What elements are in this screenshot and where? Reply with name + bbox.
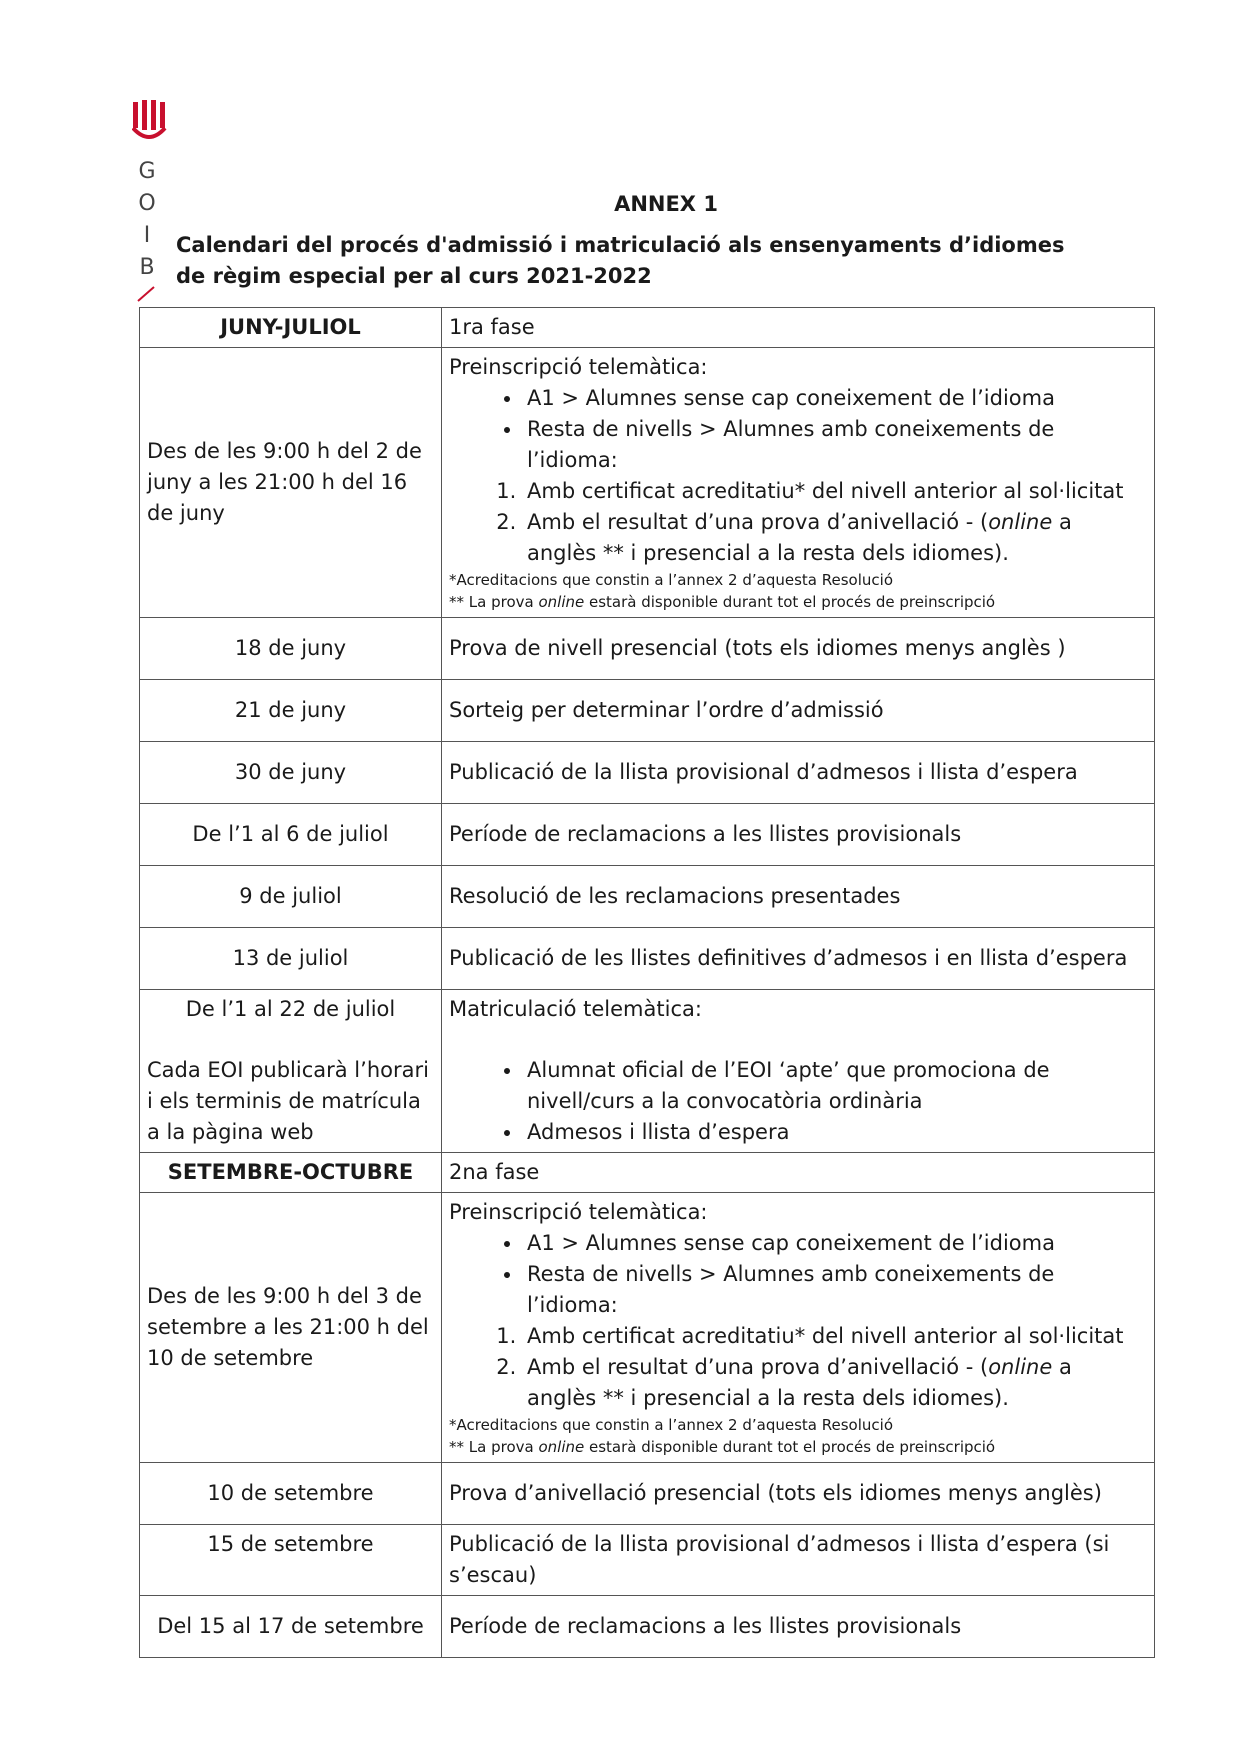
- description-cell: Període de reclamacions a les llistes provisionals: [442, 804, 1155, 866]
- date-cell: [140, 990, 442, 1153]
- numbered-list: [449, 1321, 1147, 1414]
- table-row: [140, 990, 1155, 1153]
- preinscription-heading: Preinscripció telemàtica:: [449, 355, 708, 379]
- list-item: • A1 > Alumnes sense cap coneixement de l’idioma: [523, 383, 1147, 414]
- footnotes: [449, 569, 1147, 613]
- table-row: [140, 928, 1155, 990]
- phase-label: JUNY-JULIOL: [140, 308, 442, 348]
- date-cell: Des de les 9:00 h del 3 de setembre a les 21:00 h del 10 de setembre: [140, 1193, 442, 1463]
- phase-name: 1ra fase: [442, 308, 1155, 348]
- goib-emblem-icon: [132, 100, 168, 142]
- date-cell: 21 de juny: [140, 680, 442, 742]
- matriculation-heading: Matriculació telemàtica:: [449, 997, 702, 1021]
- numbered-list: [449, 476, 1147, 569]
- description-cell: Prova d’anivellació presencial (tots els idiomes menys anglès): [442, 1463, 1155, 1525]
- text-run: Amb el resultat d’una prova d’anivellació - (: [527, 510, 989, 534]
- document-subtitle: Calendari del procés d'admissió i matriculació als ensenyaments d’idiomes de règim especial per al curs 2021-2022: [176, 233, 1065, 288]
- table-row: [140, 1463, 1155, 1525]
- spacer: [449, 1025, 1147, 1055]
- list-item: 1. Amb certificat acreditatiu* del nivell anterior al sol·licitat: [523, 1321, 1147, 1352]
- italic-text: online: [538, 1438, 585, 1456]
- list-item: • Resta de nivells > Alumnes amb coneixements de l’idioma:: [523, 1259, 1147, 1321]
- footnotes: [449, 1414, 1147, 1458]
- date-cell: 13 de juliol: [140, 928, 442, 990]
- title-block: [176, 192, 1076, 292]
- list-item: • A1 > Alumnes sense cap coneixement de l’idioma: [523, 1228, 1147, 1259]
- phase-name: 2na fase: [442, 1153, 1155, 1193]
- date-cell: 15 de setembre: [140, 1525, 442, 1596]
- text-run: a anglès ** i presencial a la resta dels idiomes).: [527, 510, 1072, 565]
- table-row: [140, 1596, 1155, 1658]
- italic-text: online: [988, 1355, 1053, 1379]
- date-cell: 9 de juliol: [140, 866, 442, 928]
- text-run: estarà disponible durant tot el procés de preinscripció: [584, 1438, 996, 1456]
- logo-letter: O: [138, 190, 156, 216]
- description-cell: [442, 348, 1155, 618]
- annex-title: ANNEX 1: [614, 192, 718, 216]
- date-cell: 18 de juny: [140, 618, 442, 680]
- date-cell: De l’1 al 6 de juliol: [140, 804, 442, 866]
- text-run: a anglès ** i presencial a la resta dels idiomes).: [527, 1355, 1072, 1410]
- table-row: [140, 804, 1155, 866]
- logo-letter: G: [138, 159, 156, 184]
- text-run: ** La prova: [449, 593, 539, 611]
- date-cell: Des de les 9:00 h del 2 de juny a les 21:00 h del 16 de juny: [140, 348, 442, 618]
- table-row: [140, 1525, 1155, 1596]
- description-cell: Resolució de les reclamacions presentades: [442, 866, 1155, 928]
- description-cell: [442, 1193, 1155, 1463]
- matriculation-date: De l’1 al 22 de juliol: [185, 997, 396, 1021]
- description-cell: Període de reclamacions a les llistes provisionals: [442, 1596, 1155, 1658]
- date-cell: Del 15 al 17 de setembre: [140, 1596, 442, 1658]
- text-run: Amb el resultat d’una prova d’anivellació - (: [527, 1355, 989, 1379]
- date-cell: 30 de juny: [140, 742, 442, 804]
- goib-logo: [132, 100, 172, 302]
- text-run: ** La prova: [449, 1438, 539, 1456]
- list-item: • Admesos i llista d’espera: [523, 1117, 1147, 1148]
- table-row: [140, 348, 1155, 618]
- description-cell: Prova de nivell presencial (tots els idiomes menys anglès ): [442, 618, 1155, 680]
- bullet-list: [449, 383, 1147, 476]
- bullet-list: [449, 1055, 1147, 1148]
- spacer: [147, 1025, 434, 1055]
- italic-text: online: [538, 593, 585, 611]
- calendar-table: [139, 307, 1155, 1658]
- table-row: [140, 680, 1155, 742]
- description-cell: [442, 990, 1155, 1153]
- preinscription-heading: Preinscripció telemàtica:: [449, 1200, 708, 1224]
- footnote-1: *Acreditacions que constin a l’annex 2 d’aquesta Resolució: [449, 1416, 894, 1434]
- list-item: [523, 1352, 1147, 1414]
- description-cell: Publicació de la llista provisional d’admesos i llista d’espera: [442, 742, 1155, 804]
- description-cell: Publicació de la llista provisional d’admesos i llista d’espera (si s’escau): [442, 1525, 1155, 1596]
- description-cell: Publicació de les llistes definitives d’admesos i en llista d’espera: [442, 928, 1155, 990]
- list-item: 1. Amb certificat acreditatiu* del nivell anterior al sol·licitat: [523, 476, 1147, 507]
- bullet-list: [449, 1228, 1147, 1321]
- list-item: [523, 507, 1147, 569]
- footnote-1: *Acreditacions que constin a l’annex 2 d’aquesta Resolució: [449, 571, 894, 589]
- table-row: [140, 618, 1155, 680]
- text-run: estarà disponible durant tot el procés de preinscripció: [584, 593, 996, 611]
- phase-row: [140, 1153, 1155, 1193]
- table-row: [140, 742, 1155, 804]
- date-cell: 10 de setembre: [140, 1463, 442, 1525]
- matriculation-note: Cada EOI publicarà l’horari i els terminis de matrícula a la pàgina web: [147, 1058, 429, 1144]
- table-row: [140, 866, 1155, 928]
- phase-label: SETEMBRE-OCTUBRE: [140, 1153, 442, 1193]
- table-row: [140, 1193, 1155, 1463]
- logo-slash-icon: [136, 286, 156, 302]
- list-item: • Resta de nivells > Alumnes amb coneixements de l’idioma:: [523, 414, 1147, 476]
- italic-text: online: [988, 510, 1053, 534]
- list-item: • Alumnat oficial de l’EOI ‘apte’ que promociona de nivell/curs a la convocatòria ordinària: [523, 1055, 1147, 1117]
- description-cell: Sorteig per determinar l’ordre d’admissió: [442, 680, 1155, 742]
- logo-letter: B: [139, 254, 155, 280]
- footnote-2: [449, 591, 1147, 613]
- phase-row: [140, 308, 1155, 348]
- goib-letters: [132, 156, 162, 284]
- logo-letter: I: [143, 222, 151, 248]
- footnote-2: [449, 1436, 1147, 1458]
